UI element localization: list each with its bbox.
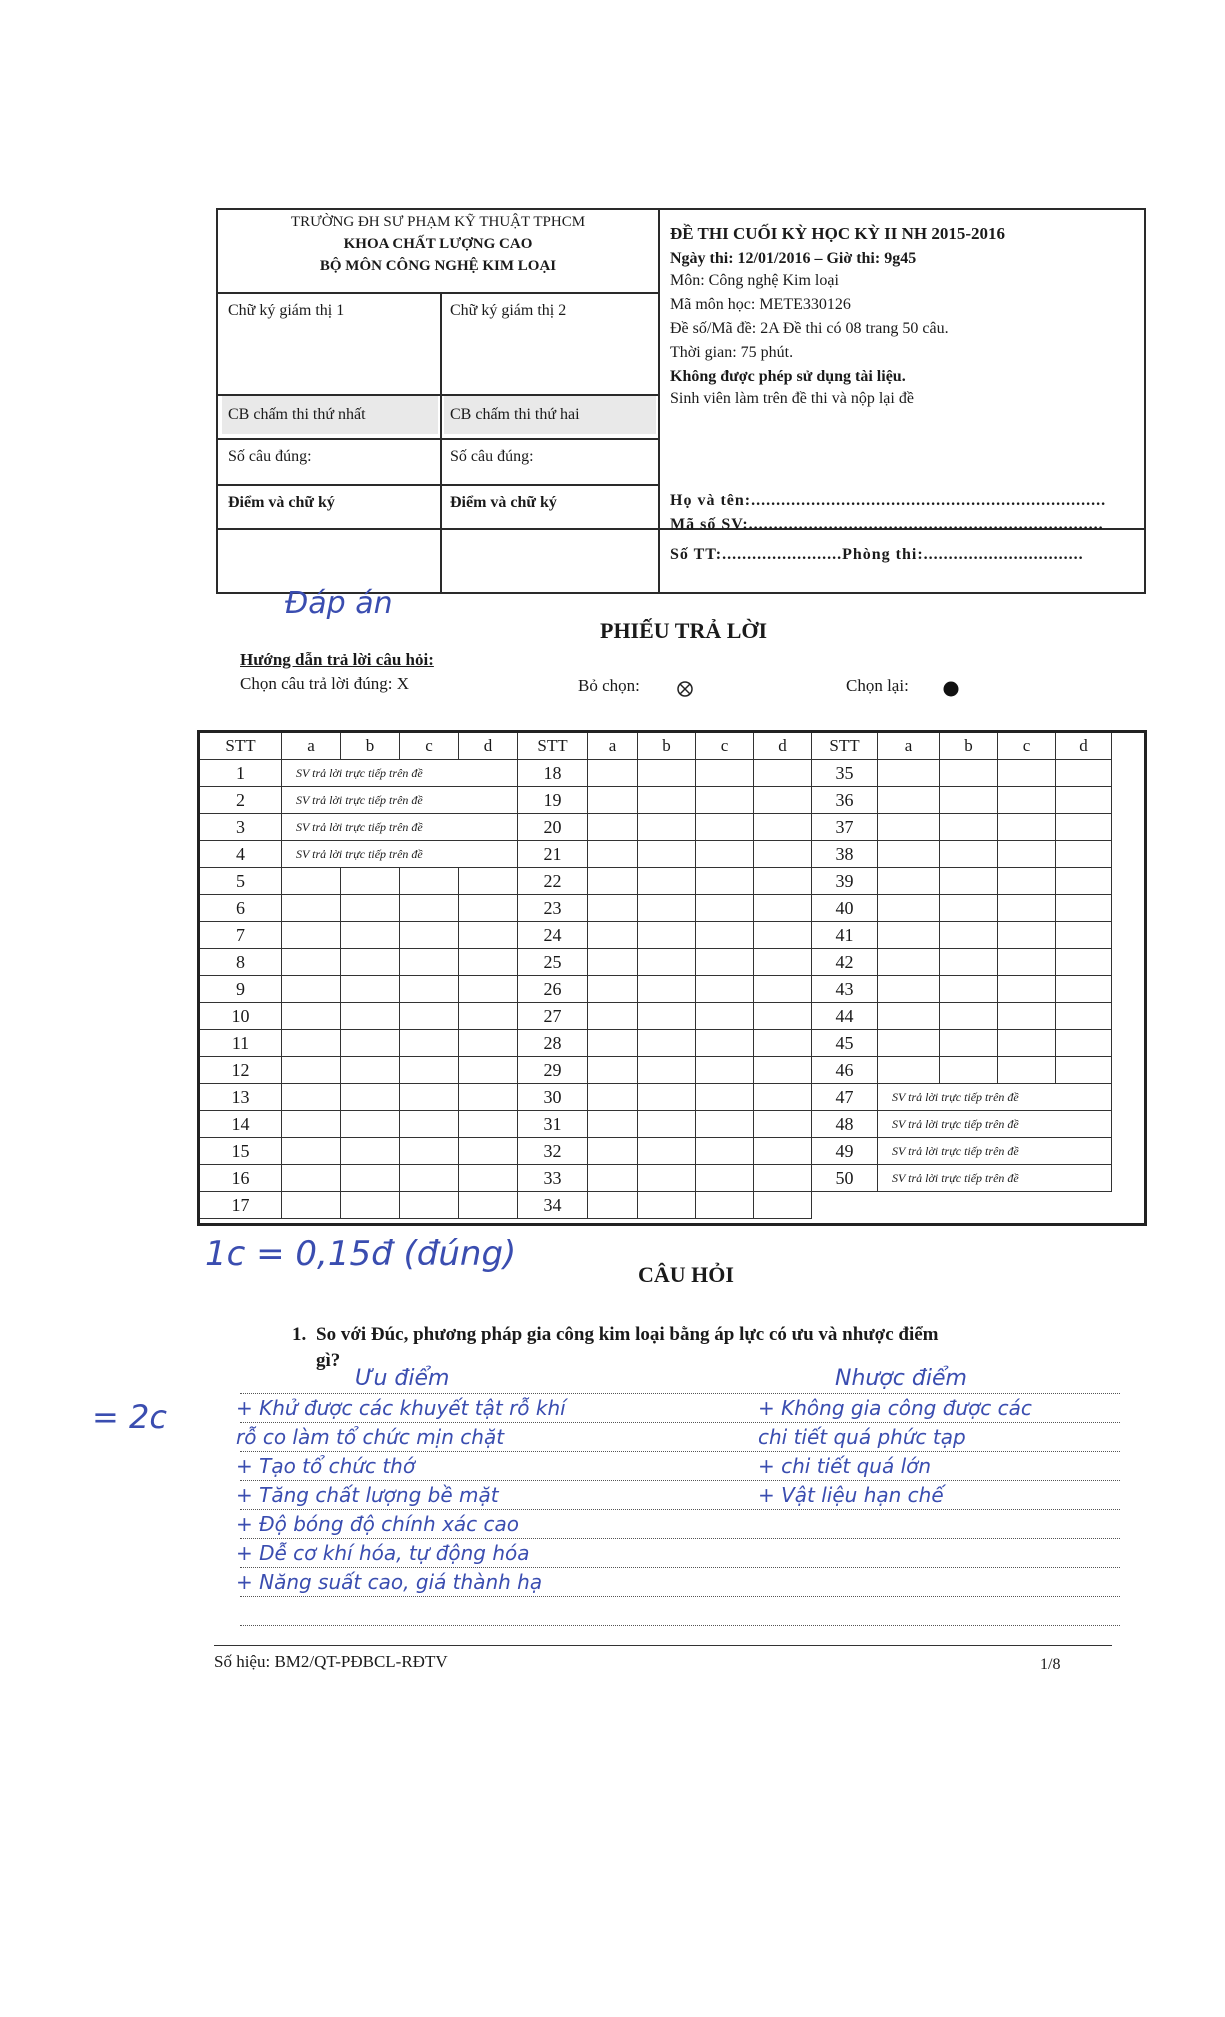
grid-answer-cell: [1056, 868, 1112, 895]
grid-header-cell: STT: [518, 733, 588, 760]
grid-answer-cell: [696, 1084, 754, 1111]
grid-question-number: 6: [200, 895, 282, 922]
grid-answer-cell: [696, 814, 754, 841]
grid-answer-cell: [638, 1138, 696, 1165]
guide-heading: Hướng dẫn trả lời câu hỏi:: [240, 650, 434, 669]
grid-direct-answer-note: SV trả lời trực tiếp trên đề: [282, 841, 518, 868]
grid-answer-cell: [696, 976, 754, 1003]
grid-answer-cell: [998, 868, 1056, 895]
grid-answer-cell: [400, 1003, 459, 1030]
grid-question-number: 30: [518, 1084, 588, 1111]
grid-header-cell: STT: [812, 733, 878, 760]
grid-answer-cell: [588, 787, 638, 814]
grid-answer-cell: [638, 1192, 696, 1219]
grid-answer-cell: [459, 1030, 518, 1057]
grid-answer-cell: [341, 1084, 400, 1111]
grid-direct-answer-note: SV trả lời trực tiếp trên đề: [878, 1165, 1112, 1192]
grid-question-number: 24: [518, 922, 588, 949]
grid-answer-cell: [754, 1030, 812, 1057]
grid-answer-cell: [940, 949, 998, 976]
margin-note-handwriting: = 2c: [92, 1398, 167, 1436]
grid-question-number: 44: [812, 1003, 878, 1030]
grid-answer-cell: [588, 1057, 638, 1084]
grid-header-cell: b: [940, 733, 998, 760]
grid-answer-cell: [754, 1084, 812, 1111]
grid-answer-cell: [341, 868, 400, 895]
page-number: 1/8: [1040, 1656, 1061, 1673]
score-handwriting: 1c = 0,15đ (đúng): [205, 1234, 517, 1274]
grid-header-cell: STT: [200, 733, 282, 760]
handwritten-answer-line: + Khử được các khuyết tật rỗ khí: [236, 1396, 566, 1420]
grid-answer-cell: [459, 1084, 518, 1111]
grid-question-number: 50: [812, 1165, 878, 1192]
grid-answer-cell: [878, 895, 940, 922]
grid-header-cell: a: [878, 733, 940, 760]
grid-question-number: 45: [812, 1030, 878, 1057]
grid-question-number: 35: [812, 760, 878, 787]
grid-question-number: 19: [518, 787, 588, 814]
grid-question-number: 21: [518, 841, 588, 868]
grid-question-number: 47: [812, 1084, 878, 1111]
grid-answer-cell: [588, 760, 638, 787]
grid-answer-cell: [638, 868, 696, 895]
grid-answer-cell: [754, 841, 812, 868]
grid-answer-cell: [341, 976, 400, 1003]
grid-question-number: 33: [518, 1165, 588, 1192]
grid-answer-cell: [588, 1192, 638, 1219]
grid-answer-cell: [588, 1138, 638, 1165]
handwritten-answer-line: + Độ bóng độ chính xác cao: [236, 1512, 520, 1536]
grid-answer-cell: [459, 1165, 518, 1192]
grid-answer-cell: [282, 922, 341, 949]
grid-answer-cell: [638, 922, 696, 949]
grid-question-number: 20: [518, 814, 588, 841]
grid-answer-cell: [459, 1138, 518, 1165]
grid-answer-cell: [282, 868, 341, 895]
grid-header-cell: b: [638, 733, 696, 760]
grid-answer-cell: [696, 949, 754, 976]
grid-answer-cell: [696, 1030, 754, 1057]
grid-answer-cell: [341, 922, 400, 949]
grid-direct-answer-note: SV trả lời trực tiếp trên đề: [282, 760, 518, 787]
school-name: TRƯỜNG ĐH SƯ PHẠM KỸ THUẬT TPHCM: [290, 214, 586, 230]
grid-question-number: 42: [812, 949, 878, 976]
grid-answer-cell: [998, 1030, 1056, 1057]
crossed-circle-icon: [676, 680, 694, 698]
no-documents-rule: Không được phép sử dụng tài liệu.: [670, 368, 906, 385]
grid-answer-cell: [400, 1165, 459, 1192]
grid-answer-cell: [940, 814, 998, 841]
grid-answer-cell: [940, 868, 998, 895]
grid-answer-cell: [696, 1192, 754, 1219]
grid-answer-cell: [878, 1057, 940, 1084]
exam-subject: Môn: Công nghệ Kim loại: [670, 272, 839, 289]
grid-answer-cell: [341, 1057, 400, 1084]
grid-answer-cell: [638, 1084, 696, 1111]
grid-answer-cell: [878, 1003, 940, 1030]
grid-question-number: 48: [812, 1111, 878, 1138]
grid-answer-cell: [400, 922, 459, 949]
grid-answer-cell: [459, 1111, 518, 1138]
grid-question-number: 29: [518, 1057, 588, 1084]
grid-answer-cell: [878, 1030, 940, 1057]
grid-answer-cell: [400, 1084, 459, 1111]
grid-answer-cell: [940, 922, 998, 949]
grid-answer-cell: [878, 868, 940, 895]
grid-answer-cell: [341, 895, 400, 922]
handwritten-answer-line: + Không gia công được các: [758, 1396, 1032, 1420]
grid-header-cell: c: [998, 733, 1056, 760]
seat-room-field: Số TT:........................Phòng thi:................................: [670, 546, 1084, 563]
grid-answer-cell: [754, 1057, 812, 1084]
grid-direct-answer-note: SV trả lời trực tiếp trên đề: [878, 1111, 1112, 1138]
grid-answer-cell: [459, 922, 518, 949]
grid-answer-cell: [588, 841, 638, 868]
grid-answer-cell: [998, 1003, 1056, 1030]
grid-answer-cell: [1056, 787, 1112, 814]
grid-answer-cell: [638, 814, 696, 841]
grid-answer-cell: [400, 1030, 459, 1057]
grader2-label: CB chấm thi thứ hai: [444, 396, 656, 434]
grid-answer-cell: [282, 1165, 341, 1192]
guide-reselect: Chọn lại:: [846, 676, 909, 695]
grid-answer-cell: [998, 922, 1056, 949]
answer-sheet-title: PHIẾU TRẢ LỜI: [600, 618, 768, 643]
grid-answer-cell: [1056, 1003, 1112, 1030]
grid-direct-answer-note: SV trả lời trực tiếp trên đề: [282, 814, 518, 841]
grid-answer-cell: [696, 1138, 754, 1165]
exam-title: ĐỀ THI CUỐI KỲ HỌC KỲ II NH 2015-2016: [670, 224, 1005, 243]
grid-answer-cell: [282, 949, 341, 976]
grid-answer-cell: [998, 1057, 1056, 1084]
grid-answer-cell: [696, 841, 754, 868]
exam-duration: Thời gian: 75 phút.: [670, 344, 794, 361]
grid-header-cell: c: [400, 733, 459, 760]
grid-answer-cell: [940, 760, 998, 787]
grid-answer-cell: [400, 976, 459, 1003]
grid-answer-cell: [400, 895, 459, 922]
filled-circle-icon: [942, 680, 960, 698]
grid-direct-answer-note: SV trả lời trực tiếp trên đề: [878, 1084, 1112, 1111]
grid-question-number: 39: [812, 868, 878, 895]
grid-answer-cell: [400, 1057, 459, 1084]
grid-answer-cell: [754, 868, 812, 895]
grid-answer-cell: [282, 895, 341, 922]
grid-answer-cell: [638, 895, 696, 922]
grid-header-cell: c: [696, 733, 754, 760]
grid-answer-cell: [878, 922, 940, 949]
grid-question-number: 49: [812, 1138, 878, 1165]
grid-question-number: 38: [812, 841, 878, 868]
grid-question-number: 41: [812, 922, 878, 949]
grid-answer-cell: [1056, 1030, 1112, 1057]
grid-answer-cell: [282, 1192, 341, 1219]
grid-answer-cell: [588, 949, 638, 976]
form-code: Số hiệu: BM2/QT-PĐBCL-RĐTV: [214, 1652, 448, 1671]
grid-answer-cell: [588, 1165, 638, 1192]
question-text: So với Đúc, phương pháp gia công kim loại bằng áp lực có ưu và nhược điểm: [316, 1324, 939, 1345]
grid-question-number: 10: [200, 1003, 282, 1030]
grid-answer-cell: [754, 1165, 812, 1192]
grid-question-number: 14: [200, 1111, 282, 1138]
grid-answer-cell: [754, 760, 812, 787]
grid-question-number: 43: [812, 976, 878, 1003]
grid-question-number: 7: [200, 922, 282, 949]
grid-answer-cell: [638, 1003, 696, 1030]
grid-question-number: 36: [812, 787, 878, 814]
grid-question-number: 3: [200, 814, 282, 841]
grid-question-number: 11: [200, 1030, 282, 1057]
grid-direct-answer-note: SV trả lời trực tiếp trên đề: [282, 787, 518, 814]
grid-answer-cell: [588, 1084, 638, 1111]
grid-question-number: 37: [812, 814, 878, 841]
exam-code: Đề số/Mã đề: 2A Đề thi có 08 trang 50 câu.: [670, 320, 949, 337]
grid-answer-cell: [341, 1111, 400, 1138]
grid-answer-cell: [588, 1111, 638, 1138]
grid-answer-cell: [588, 895, 638, 922]
grid-answer-cell: [459, 868, 518, 895]
grid-answer-cell: [638, 760, 696, 787]
grid-answer-cell: [459, 1057, 518, 1084]
grid-answer-cell: [940, 841, 998, 868]
grid-answer-cell: [341, 1030, 400, 1057]
grid-question-number: 34: [518, 1192, 588, 1219]
grid-question-number: 22: [518, 868, 588, 895]
score-signature-1: Điểm và chữ ký: [228, 494, 335, 511]
grid-answer-cell: [341, 1192, 400, 1219]
grid-answer-cell: [588, 976, 638, 1003]
grid-answer-cell: [400, 868, 459, 895]
grid-answer-cell: [878, 949, 940, 976]
grid-answer-cell: [282, 1084, 341, 1111]
grid-answer-cell: [754, 1111, 812, 1138]
handwritten-answer-line: rỗ co làm tổ chức mịn chặt: [236, 1425, 505, 1449]
grid-answer-cell: [878, 760, 940, 787]
handwritten-answer-line: + Vật liệu hạn chế: [758, 1483, 944, 1507]
grid-answer-cell: [459, 895, 518, 922]
grid-answer-cell: [754, 1192, 812, 1219]
grid-header-cell: d: [1056, 733, 1112, 760]
grid-question-number: 12: [200, 1057, 282, 1084]
correct-count-1: Số câu đúng:: [228, 448, 312, 465]
grid-answer-cell: [878, 814, 940, 841]
grid-question-number: 32: [518, 1138, 588, 1165]
grid-question-number: 46: [812, 1057, 878, 1084]
grid-answer-cell: [998, 760, 1056, 787]
proctor1-signature-label: Chữ ký giám thị 1: [228, 302, 345, 319]
question-number: 1.: [292, 1324, 307, 1345]
grid-answer-cell: [1056, 814, 1112, 841]
grid-answer-cell: [1056, 895, 1112, 922]
grid-answer-cell: [998, 814, 1056, 841]
grid-answer-cell: [754, 1003, 812, 1030]
grid-answer-cell: [754, 1138, 812, 1165]
grid-answer-cell: [696, 868, 754, 895]
questions-title: CÂU HỎI: [638, 1262, 734, 1287]
score-signature-2: Điểm và chữ ký: [450, 494, 557, 511]
grid-answer-cell: [638, 1165, 696, 1192]
grid-answer-cell: [998, 787, 1056, 814]
grid-answer-cell: [878, 787, 940, 814]
grid-answer-cell: [1056, 1057, 1112, 1084]
grid-answer-cell: [998, 949, 1056, 976]
grid-answer-cell: [459, 1003, 518, 1030]
grid-question-number: 5: [200, 868, 282, 895]
grid-answer-cell: [696, 760, 754, 787]
grid-answer-cell: [282, 1057, 341, 1084]
grid-answer-cell: [282, 1138, 341, 1165]
grid-answer-cell: [588, 868, 638, 895]
exam-date: Ngày thi: 12/01/2016 – Giờ thi: 9g45: [670, 250, 917, 267]
submit-instruction: Sinh viên làm trên đề thi và nộp lại đề: [670, 390, 914, 407]
answer-grid: [197, 730, 1147, 1226]
grid-answer-cell: [638, 1030, 696, 1057]
grid-question-number: 40: [812, 895, 878, 922]
grid-answer-cell: [1056, 760, 1112, 787]
grid-header-cell: a: [282, 733, 341, 760]
grid-answer-cell: [588, 1030, 638, 1057]
grid-question-number: 18: [518, 760, 588, 787]
grid-answer-cell: [282, 1111, 341, 1138]
grid-answer-cell: [1056, 841, 1112, 868]
grid-answer-cell: [754, 814, 812, 841]
grid-answer-cell: [400, 1192, 459, 1219]
grid-question-number: 17: [200, 1192, 282, 1219]
guide-deselect: Bỏ chọn:: [578, 676, 640, 695]
handwritten-answer-line: + Tạo tổ chức thớ: [236, 1454, 416, 1478]
guide-choose: Chọn câu trả lời đúng: X: [240, 674, 410, 693]
grid-answer-cell: [341, 949, 400, 976]
grid-question-number: 9: [200, 976, 282, 1003]
disadvantages-heading: Nhược điểm: [835, 1366, 967, 1391]
grid-question-number: 16: [200, 1165, 282, 1192]
student-id-field: Mã số SV:.......................................................................: [670, 516, 1104, 533]
handwritten-answer-line: chi tiết quá phức tạp: [758, 1425, 966, 1449]
grid-question-number: 1: [200, 760, 282, 787]
grid-answer-cell: [400, 1111, 459, 1138]
question-text-cont: gì?: [316, 1350, 341, 1371]
faculty-name: KHOA CHẤT LƯỢNG CAO: [343, 236, 533, 252]
grid-answer-cell: [588, 814, 638, 841]
grid-question-number: 25: [518, 949, 588, 976]
grid-answer-cell: [754, 976, 812, 1003]
grid-answer-cell: [754, 949, 812, 976]
grid-question-number: 31: [518, 1111, 588, 1138]
grid-answer-cell: [940, 1030, 998, 1057]
grid-answer-cell: [754, 895, 812, 922]
grid-answer-cell: [400, 1138, 459, 1165]
grid-answer-cell: [696, 787, 754, 814]
grid-answer-cell: [696, 1165, 754, 1192]
handwritten-answer-line: + Năng suất cao, giá thành hạ: [236, 1570, 543, 1594]
answer-key-handwriting: Đáp án: [285, 586, 393, 621]
grid-header-cell: a: [588, 733, 638, 760]
grid-answer-cell: [696, 1057, 754, 1084]
grid-answer-cell: [1056, 922, 1112, 949]
grid-answer-cell: [998, 895, 1056, 922]
grid-answer-cell: [638, 976, 696, 1003]
grid-answer-cell: [459, 1192, 518, 1219]
proctor2-signature-label: Chữ ký giám thị 2: [450, 302, 567, 319]
correct-count-2: Số câu đúng:: [450, 448, 534, 465]
grid-answer-cell: [1056, 949, 1112, 976]
grid-answer-cell: [878, 841, 940, 868]
grid-answer-cell: [341, 1165, 400, 1192]
grid-answer-cell: [459, 976, 518, 1003]
grid-answer-cell: [998, 976, 1056, 1003]
grid-answer-cell: [638, 787, 696, 814]
grid-question-number: 4: [200, 841, 282, 868]
grid-question-number: 2: [200, 787, 282, 814]
department-name: BỘ MÔN CÔNG NGHỆ KIM LOẠI: [319, 258, 557, 274]
handwritten-answer-line: + Tăng chất lượng bề mặt: [236, 1483, 499, 1507]
grid-question-number: 26: [518, 976, 588, 1003]
grid-header-cell: d: [754, 733, 812, 760]
grid-header-cell: b: [341, 733, 400, 760]
grid-answer-cell: [754, 922, 812, 949]
grid-answer-cell: [341, 1003, 400, 1030]
grid-answer-cell: [282, 976, 341, 1003]
grid-answer-cell: [638, 1057, 696, 1084]
grid-header-cell: d: [459, 733, 518, 760]
grid-answer-cell: [998, 841, 1056, 868]
grid-question-number: 13: [200, 1084, 282, 1111]
grid-answer-cell: [459, 949, 518, 976]
subject-code: Mã môn học: METE330126: [670, 296, 851, 313]
grid-answer-cell: [940, 787, 998, 814]
grid-answer-cell: [754, 787, 812, 814]
exam-header-box: [216, 208, 1146, 594]
advantages-heading: Ưu điểm: [355, 1366, 450, 1391]
grid-answer-cell: [696, 922, 754, 949]
grid-question-number: 8: [200, 949, 282, 976]
grid-answer-cell: [588, 922, 638, 949]
grid-answer-cell: [696, 1111, 754, 1138]
grid-answer-cell: [940, 1003, 998, 1030]
grid-answer-cell: [696, 895, 754, 922]
grid-answer-cell: [638, 1111, 696, 1138]
grid-answer-cell: [1056, 976, 1112, 1003]
grid-answer-cell: [940, 1057, 998, 1084]
grid-answer-cell: [638, 841, 696, 868]
student-name-field: Họ và tên:.......................................................................: [670, 492, 1107, 509]
grid-answer-cell: [878, 976, 940, 1003]
grid-direct-answer-note: SV trả lời trực tiếp trên đề: [878, 1138, 1112, 1165]
grid-answer-cell: [696, 1003, 754, 1030]
grid-answer-cell: [282, 1030, 341, 1057]
grid-answer-cell: [341, 1138, 400, 1165]
grid-question-number: 15: [200, 1138, 282, 1165]
grid-question-number: 27: [518, 1003, 588, 1030]
grid-answer-cell: [400, 949, 459, 976]
grader1-label: CB chấm thi thứ nhất: [222, 396, 438, 434]
grid-answer-cell: [638, 949, 696, 976]
grid-answer-cell: [940, 895, 998, 922]
handwritten-answer-line: + chi tiết quá lớn: [758, 1454, 932, 1478]
handwritten-answer-line: + Dễ cơ khí hóa, tự động hóa: [236, 1541, 530, 1565]
grid-answer-cell: [940, 976, 998, 1003]
grid-answer-cell: [588, 1003, 638, 1030]
grid-question-number: 23: [518, 895, 588, 922]
grid-answer-cell: [282, 1003, 341, 1030]
grid-question-number: 28: [518, 1030, 588, 1057]
